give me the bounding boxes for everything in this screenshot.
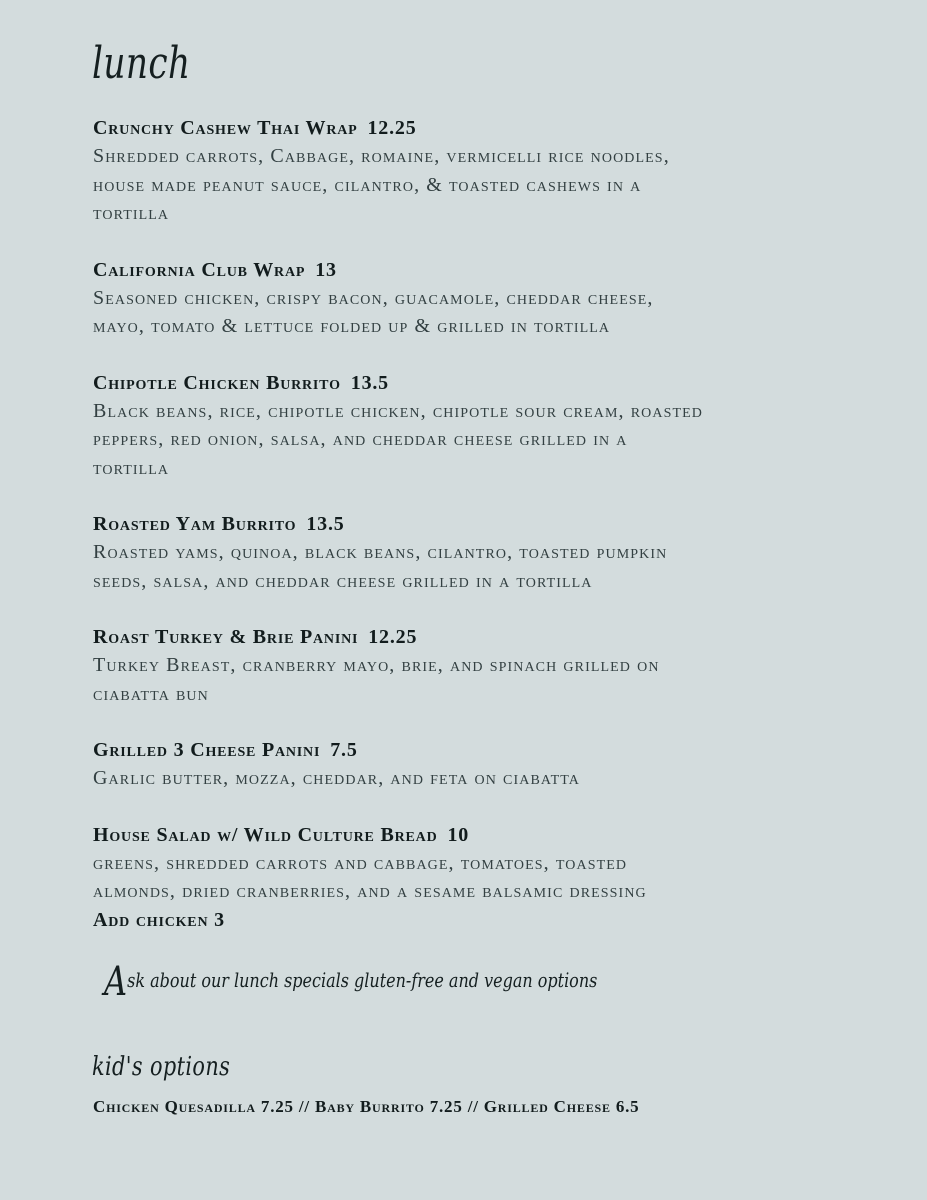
description-line: peppers, red onion, salsa, and cheddar cheese grilled in a [93, 428, 628, 450]
item-name: California Club Wrap [93, 258, 306, 281]
item-title [93, 256, 883, 284]
item-price: 7.5 [330, 739, 358, 761]
item-addon: Add chicken 3 [93, 908, 225, 931]
description-line: Seasoned chicken, crispy bacon, guacamole, cheddar cheese, [93, 286, 654, 309]
menu-item [93, 821, 883, 934]
item-price: 10 [447, 823, 470, 846]
menu-item [93, 369, 883, 483]
description-line: tortilla [93, 456, 170, 479]
description-line: Roasted yams, quinoa, black beans, cilantro, toasted pumpkin [93, 541, 668, 563]
description-line: tortilla [93, 202, 170, 224]
description-line: ciabatta bun [93, 682, 209, 705]
description-line: seeds, salsa, and cheddar cheese grilled in a tortilla [93, 569, 593, 592]
item-name: House Salad w/ Wild Culture Bread [93, 823, 438, 846]
description-line: greens, shredded carrots and cabbage, tomatoes, toasted [93, 851, 628, 874]
item-price: 13.5 [350, 371, 389, 394]
description-line: almonds, dried cranberries, and a sesame balsamic dressing [93, 880, 647, 902]
description-line: Garlic butter, mozza, cheddar, and feta on ciabatta [93, 767, 580, 789]
description-line: Black beans, rice, chipotle chicken, chipotle sour cream, roasted [93, 399, 703, 422]
specials-text: sk about our lunch specials gluten-free and vegan options [127, 968, 598, 992]
item-description [93, 538, 883, 595]
specials-initial: A [104, 959, 128, 1005]
item-description [93, 764, 883, 793]
item-description [93, 284, 883, 341]
item-price: 12.25 [367, 117, 417, 139]
item-price: 12.25 [368, 626, 418, 648]
menu-item [93, 256, 883, 341]
menu-item [93, 510, 883, 595]
item-price: 13 [315, 258, 337, 281]
item-title [93, 821, 883, 849]
item-title [93, 736, 883, 764]
kids-heading: kid's options [92, 1052, 231, 1082]
item-description [93, 849, 883, 906]
description-line: mayo, tomato & lettuce folded up & grilled in tortilla [93, 315, 611, 337]
item-name: Roasted Yam Burrito [93, 513, 297, 535]
menu-item [93, 736, 883, 793]
item-name: Chipotle Chicken Burrito [93, 371, 341, 394]
menu-item [93, 114, 883, 228]
item-name: Crunchy Cashew Thai Wrap [93, 117, 358, 139]
lunch-heading: lunch [92, 38, 191, 89]
specials-note [104, 959, 598, 1005]
menu-item [93, 623, 883, 708]
item-description [93, 142, 883, 228]
item-description [93, 397, 883, 483]
item-title [93, 510, 883, 538]
description-line: Shredded carrots, Cabbage, romaine, vermicelli rice noodles, [93, 145, 670, 167]
item-title [93, 114, 883, 142]
description-line: Turkey Breast, cranberry mayo, brie, and spinach grilled on [93, 654, 660, 676]
description-line: house made peanut sauce, cilantro, & toasted cashews in a [93, 173, 642, 196]
kids-options-line: Chicken Quesadilla 7.25 // Baby Burrito 7.25 // Grilled Cheese 6.5 [93, 1097, 640, 1116]
item-title [93, 369, 883, 397]
item-price: 13.5 [306, 513, 345, 535]
item-name: Grilled 3 Cheese Panini [93, 739, 321, 761]
item-title [93, 623, 883, 651]
item-description [93, 651, 883, 708]
lunch-menu-list [93, 114, 883, 934]
item-name: Roast Turkey & Brie Panini [93, 626, 359, 648]
